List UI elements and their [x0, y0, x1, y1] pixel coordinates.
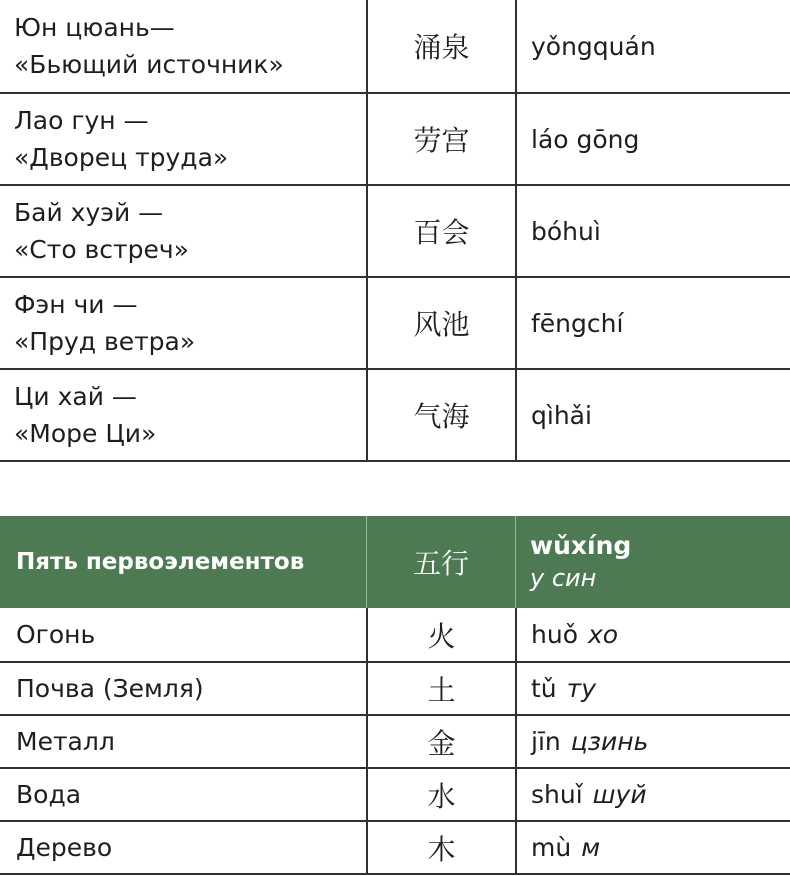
point-name: Бай хуэй — «Сто встреч»: [14, 198, 189, 264]
element-reading: ту: [566, 674, 597, 703]
point-name: Юн цюань— «Бьющий источник»: [14, 13, 284, 79]
element-reading: шуй: [592, 780, 647, 809]
point-name: Лао гун — «Дворец труда»: [14, 106, 229, 172]
element-pinyin-cell: [515, 716, 790, 767]
point-name-cell: [0, 0, 366, 92]
element-pinyin-cell: [515, 769, 790, 820]
header-reading: у син: [530, 564, 597, 592]
table-row: [0, 0, 790, 92]
elements-table: [0, 516, 790, 875]
hanzi-cell: 气海: [366, 370, 515, 460]
element-name: Вода: [16, 780, 82, 809]
elements-table-header: [0, 516, 790, 608]
table-row: [0, 608, 790, 661]
element-pinyin-cell: [515, 822, 790, 873]
header-pinyin-cell: [515, 516, 790, 608]
element-reading: цзинь: [570, 727, 649, 756]
hanzi-cell: 劳宫: [366, 94, 515, 184]
element-pinyin-cell: [515, 663, 790, 714]
element-hanzi: 金: [366, 716, 515, 767]
element-hanzi: 土: [366, 663, 515, 714]
element-name: Дерево: [16, 833, 113, 862]
element-hanzi: 火: [366, 608, 515, 661]
element-name: Огонь: [16, 620, 96, 649]
header-pinyin: wǔxíng: [530, 531, 632, 560]
table-row: [0, 767, 790, 820]
header-hanzi: 五行: [366, 516, 515, 608]
element-name: Почва (Земля): [16, 674, 204, 703]
point-name-cell: [0, 186, 366, 276]
table-row: [0, 368, 790, 460]
element-pinyin-cell: [515, 608, 790, 661]
point-name: Ци хай — «Море Ци»: [14, 382, 157, 448]
table-row: [0, 714, 790, 767]
point-name: Фэн чи — «Пруд ветра»: [14, 290, 196, 356]
table-row: [0, 276, 790, 368]
element-hanzi: 水: [366, 769, 515, 820]
point-name-cell: [0, 94, 366, 184]
element-pinyin: jīn: [531, 727, 561, 756]
element-name: Металл: [16, 727, 115, 756]
pinyin-cell: fēngchí: [515, 278, 790, 368]
element-pinyin: shuǐ: [531, 780, 583, 809]
table-row: [0, 184, 790, 276]
pinyin-cell: láo gōng: [515, 94, 790, 184]
header-title: Пять первоэлементов: [16, 549, 305, 575]
hanzi-cell: 涌泉: [366, 0, 515, 92]
hanzi-cell: 风池: [366, 278, 515, 368]
point-name-cell: [0, 278, 366, 368]
point-name-cell: [0, 370, 366, 460]
pinyin-cell: bóhuì: [515, 186, 790, 276]
element-reading: хо: [588, 620, 619, 649]
pinyin-cell: yǒngquán: [515, 0, 790, 92]
hanzi-cell: 百会: [366, 186, 515, 276]
element-pinyin: huǒ: [531, 620, 578, 649]
table-row: [0, 661, 790, 714]
element-pinyin: tǔ: [531, 674, 557, 703]
element-hanzi: 木: [366, 822, 515, 873]
table-row: [0, 92, 790, 184]
pinyin-cell: qìhǎi: [515, 370, 790, 460]
table-row: [0, 820, 790, 873]
element-reading: м: [581, 833, 601, 862]
element-pinyin: mù: [531, 833, 572, 862]
